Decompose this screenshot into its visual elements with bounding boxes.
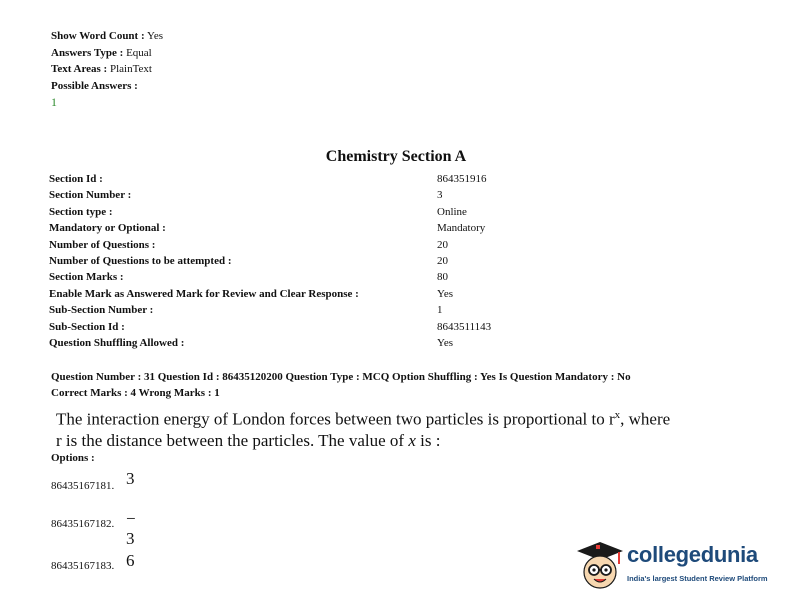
info-row: Number of Questions to be attempted : 20 bbox=[49, 254, 448, 267]
graduate-mascot-icon bbox=[575, 538, 625, 592]
option-item bbox=[51, 509, 136, 548]
possible-answers-value: 1 bbox=[51, 95, 57, 109]
info-row: Section Id : 864351916 bbox=[49, 173, 487, 185]
question-text-line1: The interaction energy of London forces between two particles is proportional to $r^x$, where bbox=[56, 409, 671, 429]
option-value: 3 bbox=[126, 469, 135, 488]
show-word-count-row: Show Word Count : Yes bbox=[51, 30, 163, 42]
info-row: Section type : Online bbox=[49, 205, 467, 218]
option-id: 86435167183. bbox=[51, 560, 115, 572]
question-header-line1: Question Number : 31 Question Id : 86435120200 Question Type : MCQ Option Shuffling : Yes Is Question Mandatory : No bbox=[51, 371, 631, 383]
possible-answers-row: Possible Answers : bbox=[51, 79, 138, 92]
info-row: Mandatory or Optional : Mandatory bbox=[49, 222, 486, 235]
collegedunia-logo bbox=[575, 538, 785, 594]
question-text-line2: r is the distance between the particles. The value of x is : bbox=[56, 430, 441, 450]
info-row: Sub-Section Id : 8643511143 bbox=[49, 320, 492, 333]
question-header bbox=[51, 370, 631, 401]
info-row: Enable Mark as Answered Mark for Review and Clear Response : Yes bbox=[49, 287, 454, 300]
section-title: Chemistry Section A bbox=[325, 148, 467, 165]
answers-type-row: Answers Type : Equal bbox=[51, 46, 152, 59]
info-row: Section Number : 3 bbox=[49, 189, 443, 202]
info-row: Question Shuffling Allowed : Yes bbox=[49, 336, 454, 349]
question-header-line2: Correct Marks : 4 Wrong Marks : 1 bbox=[51, 386, 220, 399]
info-row: Sub-Section Number : 1 bbox=[49, 304, 443, 317]
answer-meta bbox=[51, 28, 163, 111]
logo-tagline: India's largest Student Review Platform bbox=[627, 574, 768, 583]
info-row: Section Marks : 80 bbox=[49, 271, 448, 284]
option-value: − 3 bbox=[126, 509, 136, 548]
option-item bbox=[51, 551, 135, 572]
option-id: 86435167181. bbox=[51, 480, 115, 492]
options-label: Options : bbox=[51, 452, 95, 464]
option-item bbox=[51, 469, 135, 492]
option-id: 86435167182. bbox=[51, 518, 115, 530]
info-row: Number of Questions : 20 bbox=[49, 238, 448, 251]
text-areas-row: Text Areas : PlainText bbox=[51, 63, 152, 75]
question-text bbox=[56, 405, 776, 451]
section-info-table bbox=[49, 171, 569, 351]
option-value: 6 bbox=[126, 551, 135, 570]
logo-brand: collegedunia bbox=[627, 542, 758, 567]
